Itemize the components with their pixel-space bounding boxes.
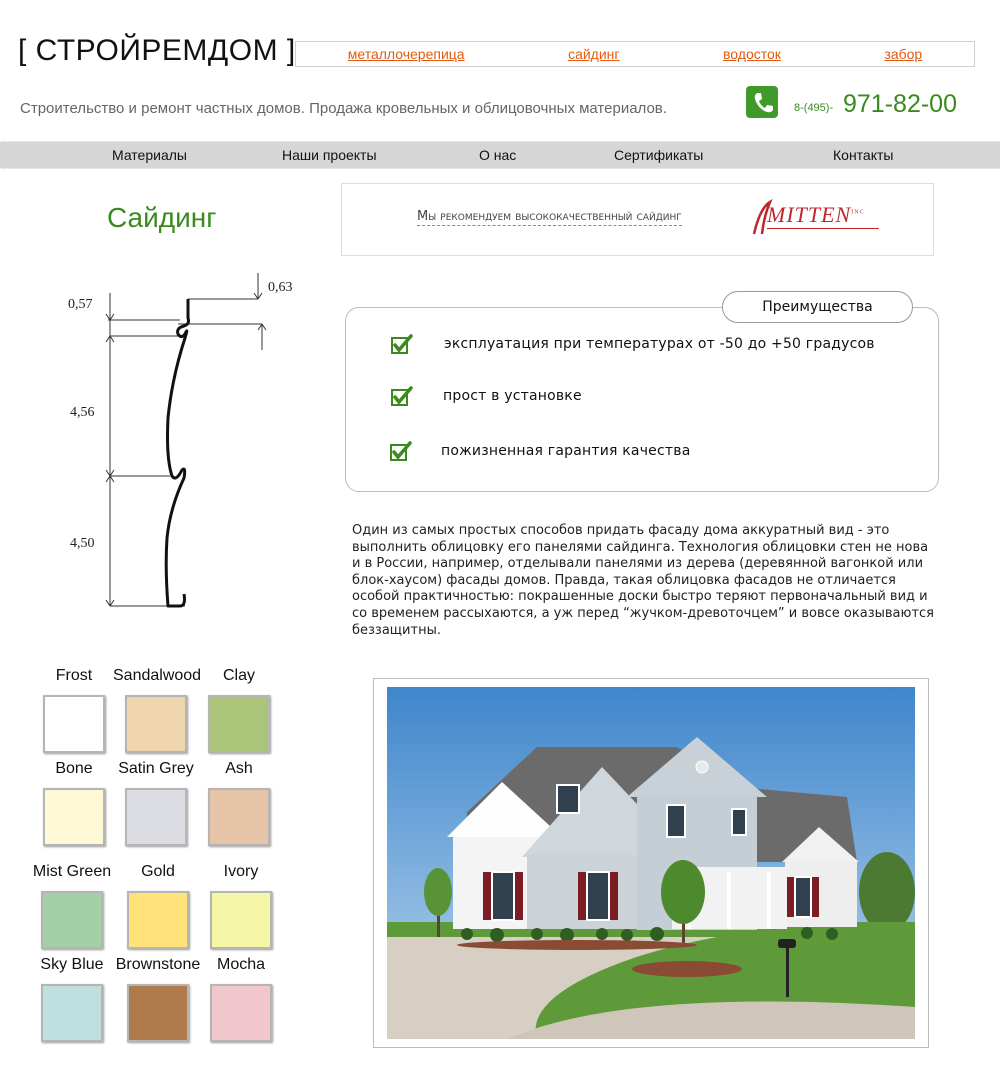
advantage-text: эксплуатация при температурах от -50 до +50 градусов xyxy=(444,336,875,352)
swatch-color xyxy=(127,984,189,1042)
menu-item-projects[interactable]: Наши проекты xyxy=(282,147,377,163)
top-nav xyxy=(295,41,975,67)
house-photo xyxy=(387,687,915,1039)
swatch-frost[interactable] xyxy=(31,667,117,753)
swatch-color xyxy=(125,695,187,753)
swatch-clay[interactable] xyxy=(196,667,282,753)
swatch-label: Brownstone xyxy=(115,956,201,973)
swatch-mist-green[interactable] xyxy=(29,863,115,949)
swatch-color xyxy=(41,891,103,949)
nav-link-gutter[interactable]: водосток xyxy=(723,46,781,62)
promo-banner[interactable] xyxy=(341,183,934,256)
swatch-color xyxy=(43,695,105,753)
phone-prefix: 8-(495)- xyxy=(794,102,834,114)
brand-underline xyxy=(767,228,879,229)
site-tagline: Строительство и ремонт частных домов. Продажа кровельных и облицовочных материалов. xyxy=(20,100,667,117)
swatch-gold[interactable] xyxy=(115,863,201,949)
swatch-label: Ash xyxy=(225,760,253,777)
advantage-item xyxy=(391,334,875,354)
checkmark-icon xyxy=(391,386,413,406)
menu-item-contacts[interactable]: Контакты xyxy=(833,147,894,163)
swatch-color xyxy=(41,984,103,1042)
swatch-color xyxy=(127,891,189,949)
swatch-label: Mist Green xyxy=(32,863,112,880)
swatch-color xyxy=(210,984,272,1042)
advantage-text: пожизненная гарантия качества xyxy=(441,443,691,459)
swatch-satin-grey[interactable] xyxy=(113,760,199,846)
main-menu xyxy=(0,141,1000,169)
nav-link-siding[interactable]: сайдинг xyxy=(568,46,620,62)
swatch-label: Sandalwood xyxy=(113,667,202,684)
siding-description: Один из самых простых способов придать фасаду дома аккуратный вид - это выполнить облицовку его панелями сайдинга. Технология облицовки стен не нова и в России, например, отделывали панелями из дерева (деревянной вагонкой или блок-хаусом) фасады домов. Правда, такая облицовка фасадов не отличается особой практичностью: покрашенные доски быстро теряют первоначальный вид и со временем рассыхаются, а уж перед “жучком-древоточцем” и вовсе оказываются беззащитны. xyxy=(352,523,934,638)
swatch-color xyxy=(208,788,270,846)
page-title: Сайдинг xyxy=(107,202,217,233)
swatch-color xyxy=(210,891,272,949)
swatch-bone[interactable] xyxy=(31,760,117,846)
swatch-ash[interactable] xyxy=(196,760,282,846)
swatch-label: Gold xyxy=(141,863,175,880)
dim-label-upper-panel: 4,56 xyxy=(70,405,95,420)
swatch-label: Frost xyxy=(55,667,93,684)
nav-link-fence[interactable]: забор xyxy=(884,46,923,62)
swatch-ivory[interactable] xyxy=(198,863,284,949)
swatch-label: Sky Blue xyxy=(40,956,104,973)
swatch-label: Satin Grey xyxy=(118,760,194,777)
advantage-text: прост в установке xyxy=(443,388,582,404)
brand-name xyxy=(767,202,865,228)
swatch-sky-blue[interactable] xyxy=(29,956,115,1042)
swatch-sandalwood[interactable] xyxy=(113,667,202,753)
dim-label-top: 0,63 xyxy=(268,280,293,295)
swatch-color xyxy=(208,695,270,753)
brand-suffix: INC xyxy=(851,209,865,216)
swatch-mocha[interactable] xyxy=(198,956,284,1042)
house-photo-frame xyxy=(373,678,929,1048)
checkmark-icon xyxy=(390,441,412,461)
siding-profile-diagram xyxy=(40,268,330,618)
dim-label-lock: 0,57 xyxy=(68,297,93,312)
dim-label-lower-panel: 4,50 xyxy=(70,536,95,551)
brand-name-text: MITTEN xyxy=(767,202,852,227)
menu-item-about[interactable]: О нас xyxy=(479,147,517,163)
menu-item-materials[interactable]: Материалы xyxy=(112,147,187,163)
phone-number[interactable]: 971-82-00 xyxy=(843,90,957,118)
swatch-brownstone[interactable] xyxy=(115,956,201,1042)
color-swatches xyxy=(28,664,288,1054)
swatch-label: Bone xyxy=(55,760,93,777)
swatch-color xyxy=(43,788,105,846)
advantage-item xyxy=(391,386,582,406)
swatch-label: Clay xyxy=(222,667,255,684)
swatch-label: Mocha xyxy=(216,956,266,973)
advantages-tab: Преимущества xyxy=(722,291,913,323)
menu-item-certificates[interactable]: Сертификаты xyxy=(614,147,704,163)
checkmark-icon xyxy=(391,334,413,354)
site-logo[interactable]: [ СТРОЙРЕМДОМ ] xyxy=(18,34,296,67)
swatch-label: Ivory xyxy=(223,863,259,880)
phone-icon xyxy=(746,86,778,118)
promo-text[interactable]: Мы рекомендуем высококачественный сайдинг xyxy=(417,209,682,224)
swatch-color xyxy=(125,788,187,846)
nav-link-metal-tile[interactable]: металлочерепица xyxy=(347,46,465,62)
advantage-item xyxy=(390,441,690,461)
